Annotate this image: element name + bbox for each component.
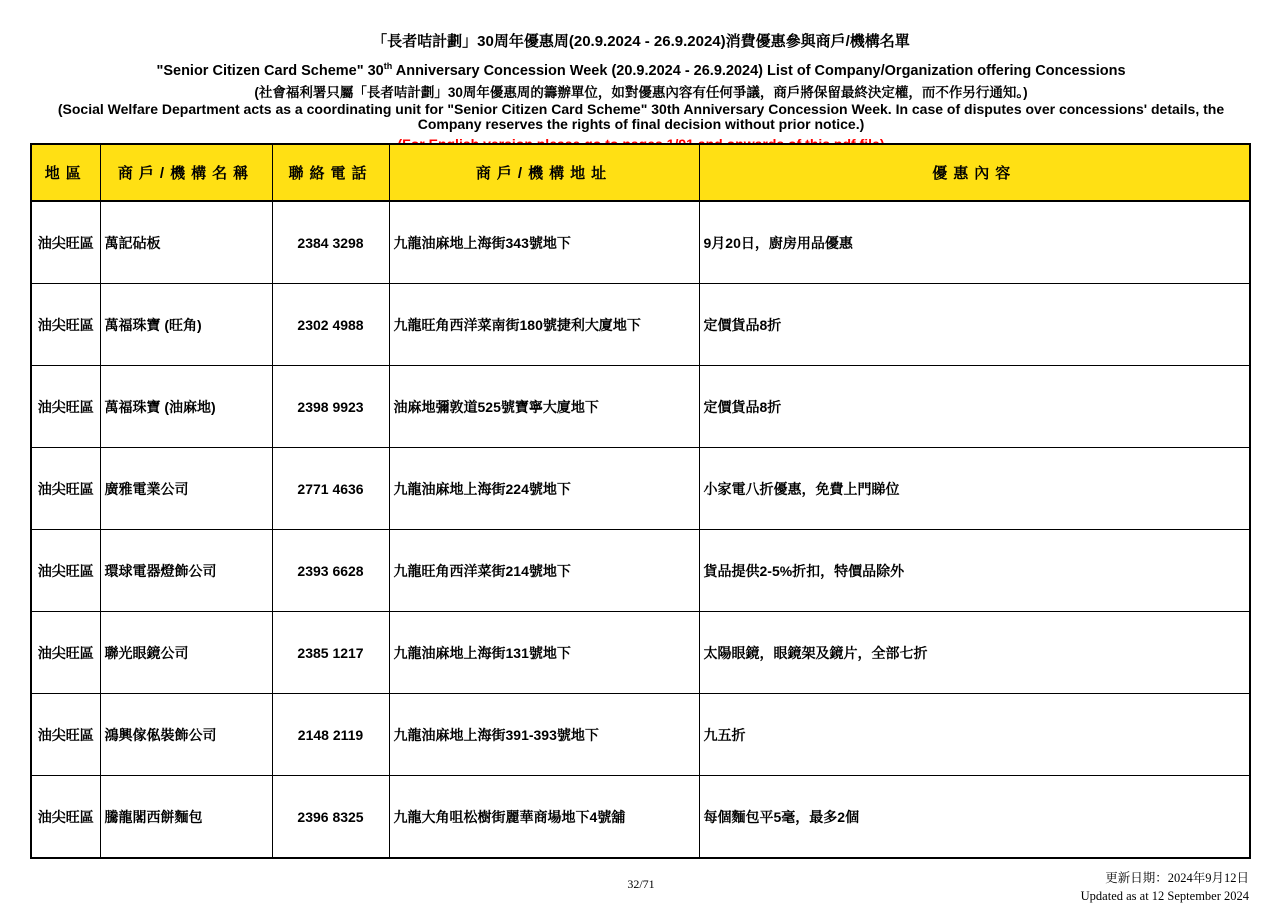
- table-row: [31, 284, 1250, 366]
- title-english-superscript: th: [383, 61, 393, 71]
- table-row: [31, 201, 1250, 284]
- district-cell: 油尖旺區: [31, 776, 100, 859]
- district-cell: 油尖旺區: [31, 448, 100, 530]
- title-english-prefix: "Senior Citizen Card Scheme" 30: [156, 62, 384, 79]
- table-header-row: [31, 144, 1250, 201]
- col-header-phone: 聯絡電話: [272, 144, 389, 201]
- title-english-suffix: Anniversary Concession Week (20.9.2024 - 26.9.2024) List of Company/Organization offering Concessions: [392, 62, 1126, 79]
- phone-cell: 2384 3298: [272, 201, 389, 284]
- concession-cell: 小家電八折優惠，免費上門睇位: [699, 448, 1250, 530]
- concession-cell: 定價貨品8折: [699, 284, 1250, 366]
- district-cell: 油尖旺區: [31, 530, 100, 612]
- concession-cell: 九五折: [699, 694, 1250, 776]
- concession-cell: 太陽眼鏡，眼鏡架及鏡片，全部七折: [699, 612, 1250, 694]
- district-cell: 油尖旺區: [31, 612, 100, 694]
- concession-cell: 每個麵包平5毫，最多2個: [699, 776, 1250, 859]
- name-cell: 廣雅電業公司: [100, 448, 272, 530]
- disclaimer-english: (Social Welfare Department acts as a coordinating unit for "Senior Citizen Card Scheme" 30th Anniversary Concession Week. In case of disputes over concessions' details, the Company reserves the rights of final decision without prior notice.): [57, 100, 1225, 133]
- name-cell: 環球電器燈飾公司: [100, 530, 272, 612]
- district-cell: 油尖旺區: [31, 284, 100, 366]
- page-number: 32/71: [627, 877, 655, 891]
- title-english: [35, 56, 1247, 81]
- address-cell: 九龍旺角西洋菜街214號地下: [389, 530, 699, 612]
- district-cell: 油尖旺區: [31, 366, 100, 448]
- address-cell: 九龍大角咀松樹街麗華商場地下4號舖: [389, 776, 699, 859]
- concession-cell: 定價貨品8折: [699, 366, 1250, 448]
- table-row: [31, 366, 1250, 448]
- col-header-district: 地區: [31, 144, 100, 201]
- disclaimer-chinese: (社會福利署只屬「長者咭計劃」30周年優惠周的籌辦單位，如對優惠內容有任何爭議，商戶將保留最終決定權，而不作另行通知。): [254, 84, 1028, 100]
- district-cell: 油尖旺區: [31, 694, 100, 776]
- address-cell: 九龍油麻地上海街224號地下: [389, 448, 699, 530]
- phone-cell: 2398 9923: [272, 366, 389, 448]
- district-cell: 油尖旺區: [31, 201, 100, 284]
- phone-cell: 2148 2119: [272, 694, 389, 776]
- col-header-name: 商戶/機構名稱: [100, 144, 272, 201]
- phone-cell: 2385 1217: [272, 612, 389, 694]
- updated-date-chinese: 更新日期：2024年9月12日: [1105, 871, 1249, 885]
- name-cell: 聯光眼鏡公司: [100, 612, 272, 694]
- updated-date-block: [1081, 869, 1249, 905]
- updated-date-english: Updated as at 12 September 2024: [1080, 889, 1249, 903]
- col-header-address: 商戶/機構地址: [389, 144, 699, 201]
- title-chinese: 「長者咭計劃」30周年優惠周(20.9.2024 - 26.9.2024)消費優惠參與商戶/機構名單: [372, 33, 910, 50]
- table-row: [31, 448, 1250, 530]
- address-cell: 油麻地彌敦道525號寶寧大廈地下: [389, 366, 699, 448]
- name-cell: 鴻興傢俬裝飾公司: [100, 694, 272, 776]
- phone-cell: 2396 8325: [272, 776, 389, 859]
- table-row: [31, 776, 1250, 859]
- concession-cell: 9月20日，廚房用品優惠: [699, 201, 1250, 284]
- name-cell: 萬福珠寶 (旺角): [100, 284, 272, 366]
- table-row: [31, 530, 1250, 612]
- concessions-table: [30, 143, 1251, 859]
- address-cell: 九龍旺角西洋菜南街180號捷利大廈地下: [389, 284, 699, 366]
- col-header-concession: 優惠內容: [699, 144, 1250, 201]
- phone-cell: 2771 4636: [272, 448, 389, 530]
- name-cell: 騰龍閣西餅麵包: [100, 776, 272, 859]
- phone-cell: 2393 6628: [272, 530, 389, 612]
- name-cell: 萬記砧板: [100, 201, 272, 284]
- name-cell: 萬福珠寶 (油麻地): [100, 366, 272, 448]
- document-header: [35, 32, 1247, 153]
- table-row: [31, 694, 1250, 776]
- phone-cell: 2302 4988: [272, 284, 389, 366]
- concession-cell: 貨品提供2-5%折扣，特價品除外: [699, 530, 1250, 612]
- table-row: [31, 612, 1250, 694]
- address-cell: 九龍油麻地上海街131號地下: [389, 612, 699, 694]
- address-cell: 九龍油麻地上海街391-393號地下: [389, 694, 699, 776]
- address-cell: 九龍油麻地上海街343號地下: [389, 201, 699, 284]
